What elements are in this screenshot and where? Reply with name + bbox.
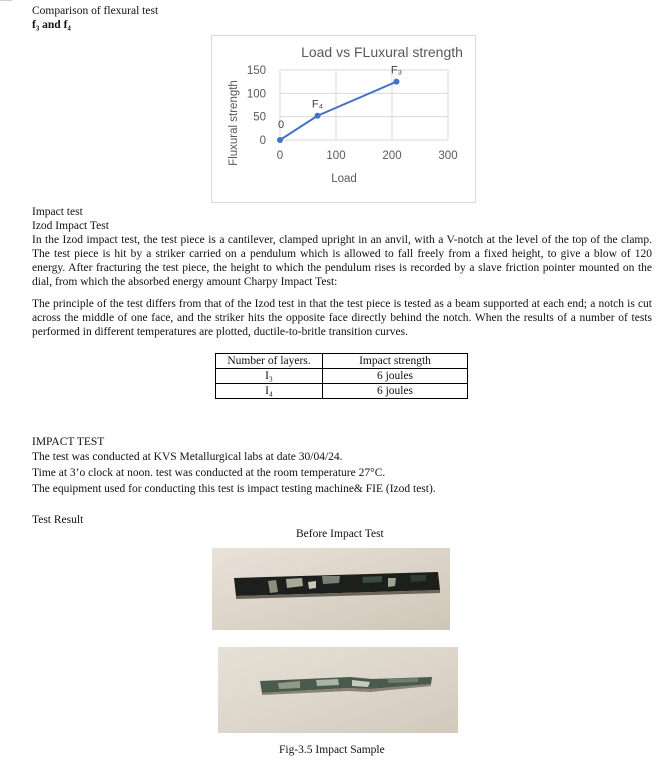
x-axis-label: Load [331,173,357,185]
y-axis-label: Fluxural strength [228,80,240,166]
x-tick-label: 100 [326,150,346,162]
y-tick-label: 0 [259,135,266,147]
figure-caption: Fig-3.5 Impact Sample [279,744,385,756]
series-line [277,82,396,140]
charpy-paragraph: The principle of the test differs from that of the Izod test in that the test piece is tested as a beam supported at each end; a notch is cut across the middle of one face, and the striker hits the opposite face directly behind the notch. When the results of a number of tests performed in different temperatures are plotted, ductile-to-britle transition curves. [32,298,652,338]
table-header-cell: Impact strength [323,354,468,369]
after-impact-photo [218,647,458,733]
table-cell: I₄ [216,384,323,399]
section-subtitle: f₃ and f₄ [32,19,71,31]
impact-test-heading: IMPACT TEST [32,436,105,448]
data-label: F₄ [311,98,324,111]
data-point [393,79,399,85]
table-cell: 6 joules [323,384,468,399]
flexural-chart [211,35,476,203]
table-header-cell: Number of layers. [216,354,323,369]
chart-title: Load vs FLuxural strength [301,44,463,60]
table-cell: 6 joules [323,369,468,384]
impact-table [215,353,468,399]
x-tick-label: 200 [382,150,402,162]
x-tick-label: 300 [438,150,458,162]
before-impact-label: Before Impact Test [296,528,384,540]
y-tick-label: 50 [253,111,266,124]
table-cell: I₃ [216,369,323,384]
table-row [216,384,468,399]
impact-heading: Impact test [32,206,83,218]
data-label: 0 [277,119,285,131]
data-label: F₃ [390,64,403,77]
izod-paragraph: In the Izod impact test, the test piece is a cantilever, clamped upright in an anvil, with a V-notch at the level of the top of the clamp. The test piece is hit by a striker carried on a pendulum which is allowed to fall freely from a fixed height, to give a blow of 120 energy. After fracturing the test piece, the height to which the pendulum rises is recorded by a slave friction pointer mounted on the dial, from which the absorbed energy amount Charpy Impact Test: [32,234,652,288]
impact-test-line-1: The test was conducted at KVS Metallurgical labs at date 30/04/24. [32,451,343,463]
top-rule [0,0,12,1]
y-tick-label: 100 [246,88,266,101]
x-tick-label: 0 [276,150,284,162]
izod-heading: Izod Impact Test [32,220,109,232]
impact-test-line-3: The equipment used for conducting this test is impact testing machine& FIE (Izod test). [32,483,436,495]
impact-test-line-2: Time at 3’o clock at noon. test was conducted at the room temperature 27°C. [32,467,386,479]
table-row [216,369,468,384]
data-point [315,113,321,119]
data-point [277,137,283,143]
before-impact-photo [212,548,450,630]
chart-svg [212,36,475,202]
y-tick-label: 150 [246,65,266,77]
section-title: Comparison of flexural test [32,5,159,17]
table-header-row [216,354,468,369]
test-result-heading: Test Result [32,514,84,526]
